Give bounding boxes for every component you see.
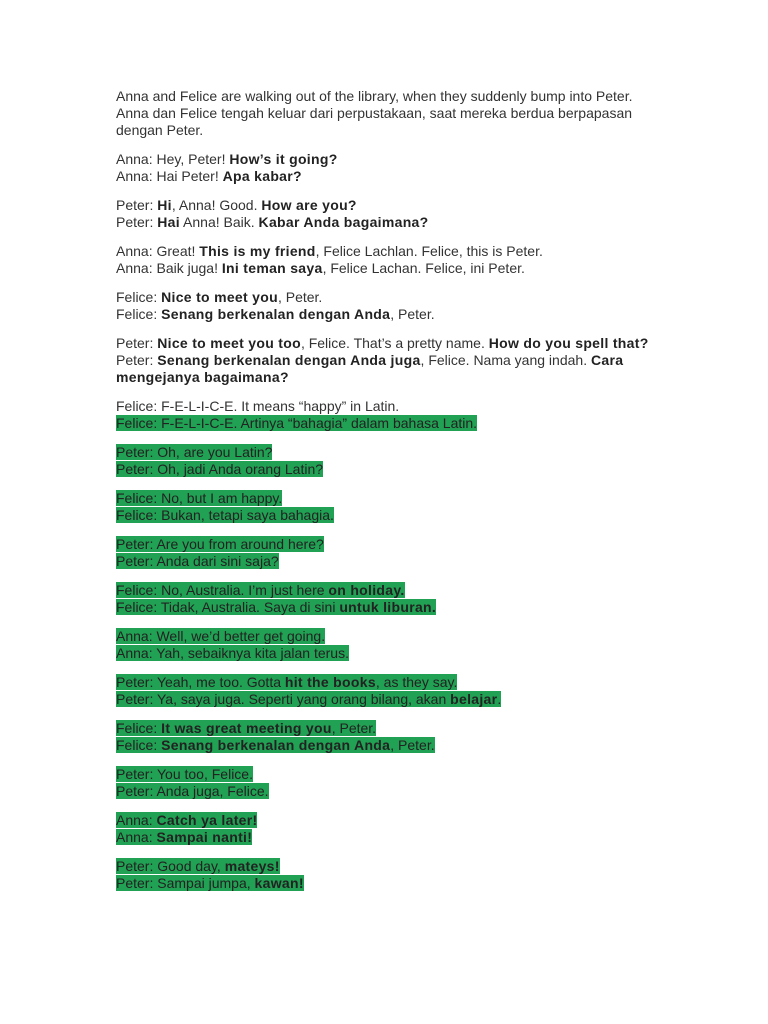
line-content bbox=[116, 829, 252, 845]
text-run: Anna: Well, we’d better get going. bbox=[116, 628, 326, 644]
text-run: . bbox=[497, 691, 502, 707]
text-run: Felice: Tidak, Australia. Saya di sini bbox=[116, 599, 340, 615]
text-run: Peter: Good day, bbox=[116, 858, 225, 874]
highlighted-line bbox=[116, 507, 656, 524]
highlighted-line bbox=[116, 582, 656, 599]
line-content bbox=[116, 812, 257, 828]
dialogue-paragraph bbox=[116, 398, 656, 432]
dialogue-line bbox=[116, 168, 656, 185]
bold-phrase: Hi bbox=[157, 197, 172, 213]
dialogue-paragraph bbox=[116, 151, 656, 185]
dialogue-line bbox=[116, 352, 656, 386]
highlighted-line bbox=[116, 766, 656, 783]
text-run: Anna: Hai Peter! bbox=[116, 168, 223, 184]
highlighted-line bbox=[116, 812, 656, 829]
text-run: Felice: F-E-L-I-C-E. Artinya “bahagia” dalam bahasa Latin. bbox=[116, 415, 478, 431]
text-run: , Peter. bbox=[390, 306, 435, 322]
bold-phrase: This is my friend bbox=[199, 243, 316, 259]
line-content bbox=[116, 168, 302, 184]
dialogue-paragraph bbox=[116, 812, 656, 846]
highlighted-line bbox=[116, 829, 656, 846]
bold-phrase: mateys! bbox=[224, 858, 280, 874]
dialogue-paragraph bbox=[116, 536, 656, 570]
bold-phrase: Nice to meet you too bbox=[157, 335, 301, 351]
bold-phrase: Nice to meet you bbox=[161, 289, 278, 305]
highlighted-line bbox=[116, 553, 656, 570]
highlighted-line bbox=[116, 720, 656, 737]
text-run: Anna! Baik. bbox=[179, 214, 259, 230]
line-content bbox=[116, 490, 282, 506]
bold-phrase: kawan! bbox=[254, 875, 304, 891]
bold-phrase: Catch ya later! bbox=[156, 812, 258, 828]
dialogue-paragraph bbox=[116, 243, 656, 277]
highlighted-line bbox=[116, 536, 656, 553]
line-content bbox=[116, 507, 334, 523]
text-run: Peter: Are you from around here? bbox=[116, 536, 324, 552]
text-run: Peter: You too, Felice. bbox=[116, 766, 253, 782]
line-content bbox=[116, 214, 428, 230]
text-run: Peter: Oh, jadi Anda orang Latin? bbox=[116, 461, 324, 477]
dialogue-paragraph bbox=[116, 444, 656, 478]
dialogue-text bbox=[116, 88, 656, 904]
line-content bbox=[116, 599, 436, 615]
dialogue-paragraph bbox=[116, 674, 656, 708]
highlighted-line bbox=[116, 783, 656, 800]
dialogue-line bbox=[116, 105, 656, 139]
line-content bbox=[116, 628, 325, 644]
line-content bbox=[116, 151, 338, 167]
line-content bbox=[116, 582, 405, 598]
bold-phrase: untuk liburan. bbox=[339, 599, 437, 615]
text-run: Anna: Baik juga! bbox=[116, 260, 222, 276]
line-content bbox=[116, 674, 457, 690]
line-content bbox=[116, 875, 304, 891]
bold-phrase: Senang berkenalan dengan Anda juga bbox=[157, 352, 421, 368]
bold-phrase: Cara mengejanya bagaimana? bbox=[116, 352, 624, 385]
bold-phrase: Hai bbox=[157, 214, 180, 230]
text-run: Felice: bbox=[116, 306, 162, 322]
text-run: Peter: Anda dari sini saja? bbox=[116, 553, 279, 569]
line-content bbox=[116, 352, 623, 385]
text-run: Anna dan Felice tengah keluar dari perpustakaan, saat mereka berdua berpapasan dengan Peter. bbox=[116, 105, 633, 138]
line-content bbox=[116, 260, 525, 276]
line-content bbox=[116, 243, 543, 259]
line-content bbox=[116, 536, 324, 552]
dialogue-paragraph bbox=[116, 628, 656, 662]
dialogue-paragraph bbox=[116, 582, 656, 616]
highlighted-line bbox=[116, 415, 656, 432]
text-run: , Felice. Nama yang indah. bbox=[420, 352, 591, 368]
dialogue-line bbox=[116, 151, 656, 168]
text-run: Peter: Oh, are you Latin? bbox=[116, 444, 273, 460]
line-content bbox=[116, 461, 323, 477]
bold-phrase: on holiday. bbox=[328, 582, 405, 598]
dialogue-line bbox=[116, 289, 656, 306]
text-run: Peter: bbox=[116, 214, 158, 230]
text-run: Peter: bbox=[116, 197, 158, 213]
highlighted-line bbox=[116, 737, 656, 754]
bold-phrase: It was great meeting you bbox=[161, 720, 332, 736]
line-content bbox=[116, 766, 253, 782]
text-run: Felice: F-E-L-I-C-E. It means “happy” in Latin. bbox=[116, 398, 400, 414]
text-run: Anna: Great! bbox=[116, 243, 200, 259]
dialogue-paragraph bbox=[116, 720, 656, 754]
bold-phrase: Kabar Anda bagaimana? bbox=[258, 214, 429, 230]
text-run: Anna: bbox=[116, 829, 157, 845]
text-run: Anna and Felice are walking out of the library, when they suddenly bump into Peter. bbox=[116, 88, 633, 104]
text-run: , Peter. bbox=[331, 720, 377, 736]
dialogue-paragraph bbox=[116, 858, 656, 892]
dialogue-paragraph bbox=[116, 289, 656, 323]
text-run: Anna: Yah, sebaiknya kita jalan terus. bbox=[116, 645, 349, 661]
line-content bbox=[116, 645, 349, 661]
text-run: Peter: bbox=[116, 352, 158, 368]
bold-phrase: How do you spell that? bbox=[488, 335, 649, 351]
text-run: , Felice Lachan. Felice, ini Peter. bbox=[322, 260, 525, 276]
highlighted-line bbox=[116, 691, 656, 708]
text-run: Peter: Yeah, me too. Gotta bbox=[116, 674, 285, 690]
highlighted-line bbox=[116, 875, 656, 892]
line-content bbox=[116, 737, 435, 753]
bold-phrase: Ini teman saya bbox=[221, 260, 323, 276]
line-content bbox=[116, 105, 632, 138]
line-content bbox=[116, 289, 322, 305]
highlighted-line bbox=[116, 628, 656, 645]
dialogue-paragraph bbox=[116, 766, 656, 800]
text-run: Anna: bbox=[116, 812, 157, 828]
line-content bbox=[116, 398, 399, 414]
line-content bbox=[116, 415, 477, 431]
text-run: Anna: Hey, Peter! bbox=[116, 151, 230, 167]
text-run: Felice: No, Australia. I’m just here bbox=[116, 582, 329, 598]
dialogue-paragraph bbox=[116, 197, 656, 231]
dialogue-line bbox=[116, 243, 656, 260]
line-content bbox=[116, 335, 649, 351]
text-run: , Felice. That’s a pretty name. bbox=[300, 335, 489, 351]
bold-phrase: belajar bbox=[450, 691, 498, 707]
highlighted-line bbox=[116, 490, 656, 507]
dialogue-line bbox=[116, 306, 656, 323]
highlighted-line bbox=[116, 444, 656, 461]
dialogue-paragraph bbox=[116, 335, 656, 386]
text-run: , as they say. bbox=[375, 674, 458, 690]
dialogue-paragraph bbox=[116, 88, 656, 139]
text-run: Felice: bbox=[116, 289, 162, 305]
line-content bbox=[116, 783, 269, 799]
text-run: , Peter. bbox=[277, 289, 323, 305]
dialogue-line bbox=[116, 398, 656, 415]
bold-phrase: How’s it going? bbox=[229, 151, 338, 167]
bold-phrase: How are you? bbox=[261, 197, 357, 213]
text-run: , Felice Lachlan. Felice, this is Peter. bbox=[315, 243, 543, 259]
bold-phrase: Senang berkenalan dengan Anda bbox=[161, 737, 391, 753]
text-run: Peter: Sampai jumpa, bbox=[116, 875, 255, 891]
dialogue-paragraph bbox=[116, 490, 656, 524]
highlighted-line bbox=[116, 461, 656, 478]
dialogue-line bbox=[116, 335, 656, 352]
highlighted-line bbox=[116, 645, 656, 662]
highlighted-line bbox=[116, 674, 656, 691]
text-run: Peter: bbox=[116, 335, 158, 351]
line-content bbox=[116, 691, 501, 707]
text-run: Felice: No, but I am happy. bbox=[116, 490, 283, 506]
text-run: Peter: Anda juga, Felice. bbox=[116, 783, 269, 799]
text-run: , Peter. bbox=[390, 737, 435, 753]
dialogue-line bbox=[116, 88, 656, 105]
line-content bbox=[116, 858, 280, 874]
bold-phrase: hit the books bbox=[284, 674, 376, 690]
text-run: Felice: bbox=[116, 737, 162, 753]
dialogue-line bbox=[116, 214, 656, 231]
line-content bbox=[116, 197, 357, 213]
text-run: Felice: Bukan, tetapi saya bahagia. bbox=[116, 507, 334, 523]
bold-phrase: Sampai nanti! bbox=[156, 829, 253, 845]
line-content bbox=[116, 444, 272, 460]
dialogue-line bbox=[116, 260, 656, 277]
dialogue-line bbox=[116, 197, 656, 214]
highlighted-line bbox=[116, 858, 656, 875]
text-run: Felice: bbox=[116, 720, 162, 736]
line-content bbox=[116, 306, 435, 322]
text-run: , Anna! Good. bbox=[171, 197, 262, 213]
bold-phrase: Apa kabar? bbox=[222, 168, 302, 184]
highlighted-line bbox=[116, 599, 656, 616]
line-content bbox=[116, 88, 633, 104]
text-run: Peter: Ya, saya juga. Seperti yang orang bilang, akan bbox=[116, 691, 451, 707]
bold-phrase: Senang berkenalan dengan Anda bbox=[161, 306, 391, 322]
line-content bbox=[116, 553, 279, 569]
line-content bbox=[116, 720, 376, 736]
